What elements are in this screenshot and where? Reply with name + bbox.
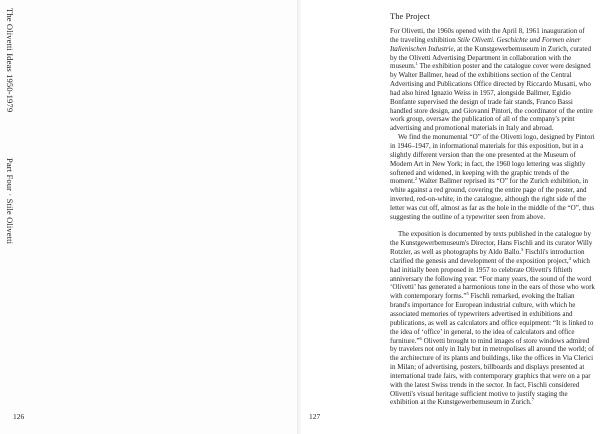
body-text <box>390 27 595 407</box>
text-run: Fischli's introduction clarified the genesis and development of the exposition project, <box>390 248 585 265</box>
text-run: The exhibition poster and the catalogue cover were designed by Walter Ballmer, head of the exhibitions section of the Central Advertising and Publications Office directed by Riccardo Musatti, who had also hired Ignazio Weiss in 1957, alongside Ballmer, Egidio Bonfante supervised the design of trade fair stands, Franco Bassi handled store design, and Giovanni Pintori, the coordinator of the entire work group, oversaw the publication of all of the company's print advertising and promotional materials in Italy and abroad. <box>390 62 593 133</box>
text-run: Walter Ballmer reprised its “O” for the Zurich exhibition, in white against a red ground, covering the entire page of the poster, and inverted, red-on-white, in the catalogue, although the right side of the letter was cut off, almost as far as the hole in the middle of the “O”, thus suggesting the outline of a typewriter seen from above. <box>390 177 595 221</box>
page-number-left: 126 <box>13 412 25 421</box>
text-run: , at the Kunstgewerbemuseum in Zurich, curated by the Olivetti Advertising Department in collaboration with the museum. <box>390 44 591 71</box>
footnote-ref: 3 <box>521 247 524 253</box>
italic-title: Stile Olivetti. Geschichte und Formen einer Italienischen Industrie <box>390 35 581 53</box>
section-title: The Project <box>390 11 430 21</box>
left-page <box>0 0 299 434</box>
right-page <box>301 0 600 434</box>
body-paragraph <box>390 27 595 133</box>
footnote-ref: 4 <box>568 255 571 261</box>
page-number-right: 127 <box>309 412 321 421</box>
text-run: The exposition is documented by texts published in the catalogue by the Kunstgewerbemuseum's Director, Hans Fischli and its curator Willy Rotzler, as well as photographs by Aldo Ballo. <box>390 230 593 257</box>
text-run: For Olivetti, the 1960s opened with the April 8, 1961 inauguration of the traveling exhibition <box>390 27 585 44</box>
body-paragraph <box>390 133 595 221</box>
footnote-ref: 6 <box>419 335 422 341</box>
footnote-ref: 2 <box>414 176 418 182</box>
text-run: Fischli remarked, evoking the Italian brand's importance for European industrial culture, with which he associated memories of typewriters advertised in exhibitions and publications, as well as calculators and office equipment: “It is linked to the idea of ‘office’ in general, to the idea of calculators and office furniture.” <box>390 292 594 345</box>
running-head-section: Part Four · Stile Olivetti <box>5 158 15 245</box>
text-run: Olivetti brought to mind images of store windows admired by travelers not only in Italy but in metropolises all around the world; of the architecture of its plants and buildings, like the offices in Via Clerici in Milan; of advertising, posters, billboards and displays presented at international trade fairs, with contemporary graphics that were on a par with the latest Swiss trends in the sector. In fact, Fischli considered Olivetti's visual heritage sufficient motive to justify staging the exhibition at the Kunstgewerbemuseum in Zurich. <box>390 336 595 407</box>
body-paragraph <box>390 230 595 407</box>
footnote-ref: 1 <box>415 61 418 67</box>
footnote-ref: 7 <box>531 397 534 403</box>
footnote-ref: 5 <box>466 291 469 297</box>
running-head-book-title: The Olivetti Ideas 1950-1979 <box>5 8 15 113</box>
text-run: We find the monumental “O” of the Olivetti logo, designed by Pintori in 1946–1947, in informational materials for this exposition, but in a slightly different version than the one presented at the Museum of Modern Art in New York; in fact, the 1960 logo lettering was slightly softened and widened, in keeping with the graphic trends of the moment. <box>390 133 595 186</box>
text-run: which had initially been proposed in 1957 to celebrate Olivetti's fiftieth anniversary the following year. “For many years, the sound of the word ‘Olivetti’ has generated a harmonious tone in the ears of those who work with contemporary forms.” <box>390 256 595 301</box>
